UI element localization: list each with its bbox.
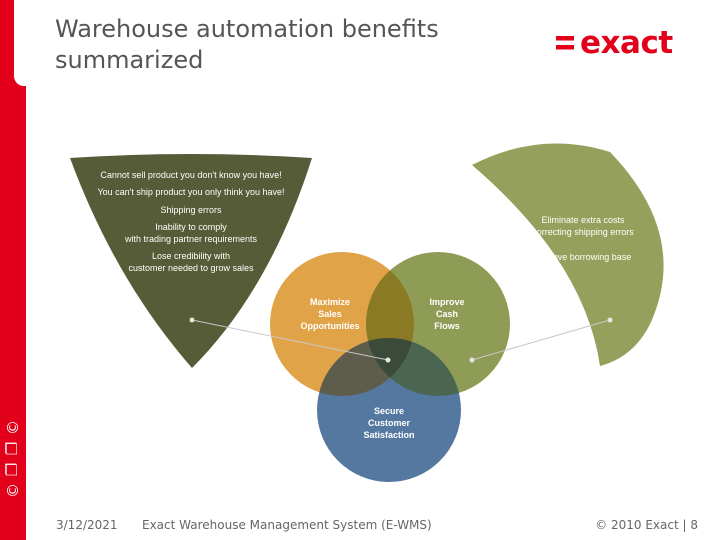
problem-line: Cannot sell product you don't know you have! (100, 170, 282, 180)
connector-dot-right (608, 318, 613, 323)
slide-title: Warehouse automation benefits summarized (55, 15, 439, 74)
circle-sales-label: Opportunities (300, 321, 360, 331)
circle-sales-label: Sales (318, 309, 342, 319)
connector-dot-cash (470, 358, 475, 363)
problem-line: with trading partner requirements (124, 234, 258, 244)
circle-customer-label: Customer (367, 418, 411, 428)
problem-line: Inability to comply (155, 222, 227, 232)
copy-icon[interactable]: ❐ (3, 441, 22, 456)
cash-benefit-line: Eliminate extra costs (541, 215, 625, 225)
cash-benefit-line: correcting shipping errors (532, 227, 634, 237)
circle-cash-label: Flows (434, 321, 460, 331)
circle-sales-label: Maximize (309, 297, 351, 307)
footer-date: 3/12/2021 (56, 518, 118, 532)
circle-customer-label: Satisfaction (363, 430, 415, 440)
footer-product-name: Exact Warehouse Management System (E-WMS) (142, 518, 432, 532)
logo-wordmark: exact (580, 26, 673, 61)
copy-icon[interactable]: ❐ (3, 462, 22, 477)
connector-dot-left (190, 318, 195, 323)
problem-line: Shipping errors (160, 205, 222, 215)
circle-customer-label: Secure (373, 406, 405, 416)
copyright-icon[interactable]: © (3, 420, 22, 435)
copyright-icon[interactable]: © (3, 483, 22, 498)
circle-cash-label: Cash (435, 309, 459, 319)
footer-copyright: © 2010 Exact | 8 (595, 518, 698, 532)
problem-line: You can't ship product you only think you have! (97, 187, 285, 197)
cash-benefit-line: Improve borrowing base (534, 252, 632, 262)
problem-line: Lose credibility with (151, 251, 231, 261)
problem-line: customer needed to grow sales (128, 263, 254, 273)
circle-cash-label: Improve (429, 297, 465, 307)
connector-dot-center (386, 358, 391, 363)
